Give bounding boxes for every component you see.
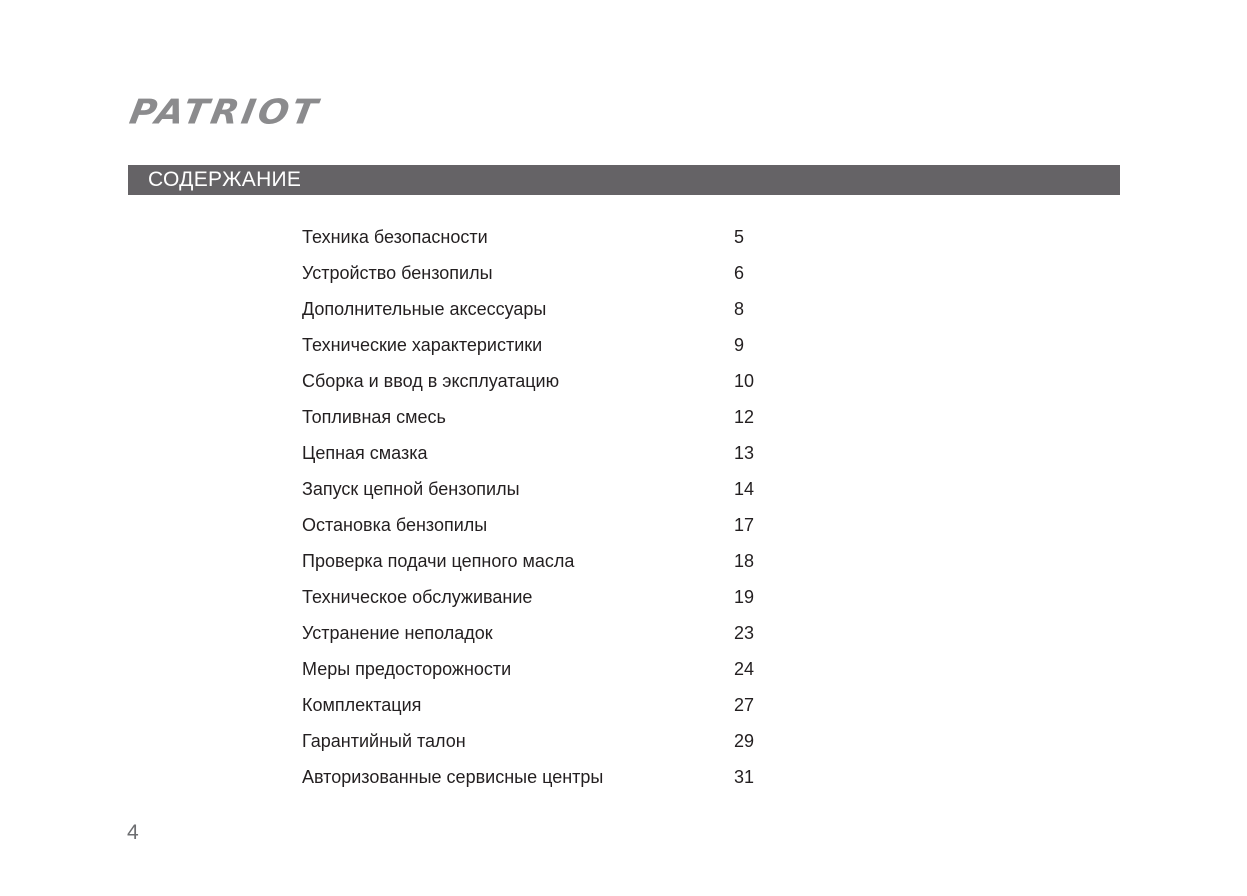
toc-entry-title: Запуск цепной бензопилы <box>302 479 520 499</box>
toc-entry-page: 12 <box>734 407 755 427</box>
toc-entry-page: 31 <box>734 767 755 787</box>
toc-entry <box>302 587 782 623</box>
toc-entry <box>302 515 782 551</box>
toc-entry-title: Комплектация <box>302 695 422 715</box>
section-header-bar <box>128 165 1120 195</box>
toc-entry-page: 19 <box>734 587 755 607</box>
toc-entry <box>302 371 782 407</box>
toc-entry-title: Проверка подачи цепного масла <box>302 551 575 571</box>
toc-entry-page: 9 <box>734 335 745 355</box>
toc-entry <box>302 551 782 587</box>
toc-entry-title: Топливная смесь <box>302 407 446 427</box>
section-title: СОДЕРЖАНИЕ <box>148 168 302 191</box>
toc-entry-title: Техника безопасности <box>302 227 488 247</box>
toc-entry-page: 18 <box>734 551 755 571</box>
toc-entry <box>302 227 782 263</box>
toc-entry-title: Сборка и ввод в эксплуатацию <box>302 371 560 391</box>
toc-entry <box>302 731 782 767</box>
toc-entry <box>302 443 782 479</box>
toc-entry-page: 24 <box>734 659 755 679</box>
toc-entry <box>302 623 782 659</box>
toc-entry-page: 5 <box>734 227 745 247</box>
toc-entry <box>302 479 782 515</box>
toc-entry-page: 13 <box>734 443 755 463</box>
toc-entry <box>302 335 782 371</box>
toc-entry-page: 14 <box>734 479 755 499</box>
toc-entry-title: Цепная смазка <box>302 443 428 463</box>
table-of-contents <box>302 227 782 803</box>
toc-entry-title: Технические характеристики <box>302 335 543 355</box>
toc-entry-page: 27 <box>734 695 755 715</box>
toc-entry-page: 8 <box>734 299 745 319</box>
toc-entry-title: Остановка бензопилы <box>302 515 488 535</box>
toc-entry-page: 10 <box>734 371 755 391</box>
page-number: 4 <box>127 821 139 844</box>
patriot-logo: PATRIOT <box>126 93 323 132</box>
toc-entry-page: 6 <box>734 263 745 283</box>
toc-entry-title: Меры предосторожности <box>302 659 512 679</box>
toc-entry <box>302 659 782 695</box>
toc-entry-title: Техническое обслуживание <box>302 587 533 607</box>
toc-entry <box>302 695 782 731</box>
toc-entry <box>302 263 782 299</box>
toc-entry-title: Дополнительные аксессуары <box>302 299 547 319</box>
toc-entry <box>302 407 782 443</box>
toc-entry <box>302 767 782 803</box>
toc-entry-page: 29 <box>734 731 755 751</box>
toc-entry-page: 17 <box>734 515 755 535</box>
toc-entry-title: Устройство бензопилы <box>302 263 493 283</box>
toc-entry-page: 23 <box>734 623 755 643</box>
toc-entry <box>302 299 782 335</box>
toc-entry-title: Устранение неполадок <box>302 623 493 643</box>
toc-entry-title: Авторизованные сервисные центры <box>302 767 604 787</box>
toc-entry-title: Гарантийный талон <box>302 731 466 751</box>
